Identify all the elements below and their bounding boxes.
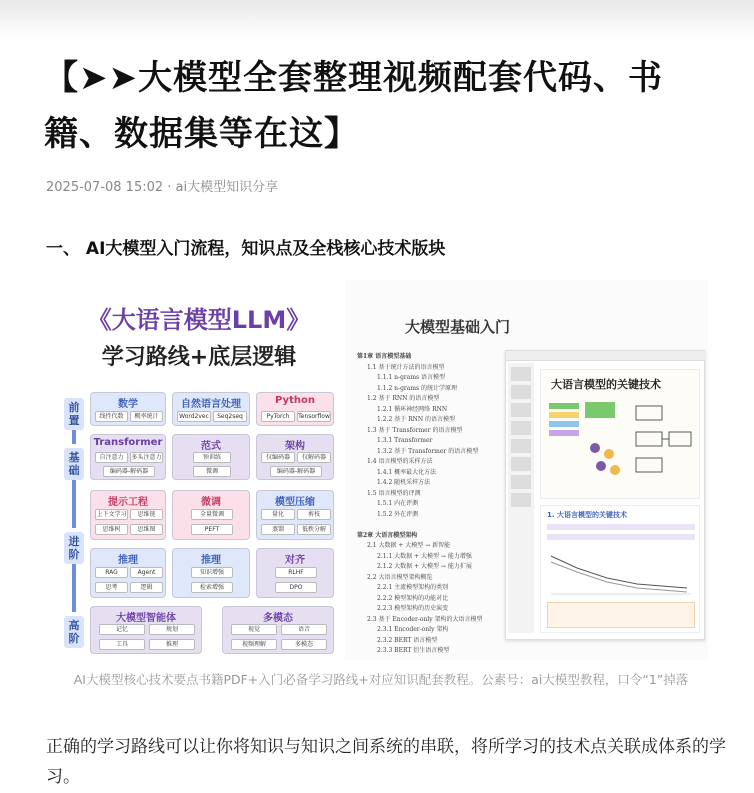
poster-subtitle: 学习路线+底层逻辑 bbox=[101, 345, 297, 370]
toc-line: 2.1.2 大数据 + 大模型 → 能力扩展 bbox=[377, 563, 472, 570]
table-of-contents bbox=[357, 352, 507, 657]
stage-label: 进阶 bbox=[64, 532, 84, 564]
slide-legend bbox=[549, 400, 579, 460]
toc-line: 1.2 基于 RNN 的语言模型 bbox=[367, 395, 440, 402]
slides-screenshot bbox=[505, 350, 705, 640]
toc-line: 1.5.1 内在评测 bbox=[377, 500, 419, 507]
book-preview bbox=[345, 280, 708, 660]
roadmap-box: 多模态 视觉 语音 视频理解 多模态 bbox=[222, 606, 334, 654]
stage-arrow bbox=[72, 430, 76, 444]
article-title: 【➤➤大模型全套整理视频配套代码、书籍、数据集等在这】 bbox=[44, 58, 663, 154]
roadmap-box: 推理 RAG Agent 思考 逻辑 bbox=[90, 548, 166, 598]
article-paragraph: 正确的学习路线可以让你将知识与知识之间系统的串联，将所学习的技术点关联成体系的学习。 bbox=[46, 737, 726, 787]
stage-arrow bbox=[72, 564, 76, 612]
toc-line: 2.3 基于 Encoder-only 架构的大语言模型 bbox=[367, 615, 483, 623]
toc-line: 1.5.2 外在评测 bbox=[377, 510, 419, 518]
roadmap-poster bbox=[58, 280, 340, 660]
roadmap-box: 大模型智能体 记忆 规划 工具 推理 bbox=[90, 606, 202, 654]
stage-label: 基础 bbox=[64, 448, 84, 480]
stage-label: 高阶 bbox=[64, 616, 84, 648]
toc-line: 1.4.2 随机采样方法 bbox=[377, 479, 431, 486]
stage-label: 前置 bbox=[64, 398, 84, 430]
roadmap-box: 范式 预训练 微调 bbox=[172, 434, 250, 480]
toc-line: 1.4 语言模型的采样方法 bbox=[367, 458, 433, 465]
slide-subtitle: 1. 大语言模型的关键技术 bbox=[547, 511, 627, 519]
toc-line: 1.4.1 概率最大化方法 bbox=[377, 468, 437, 476]
toc-line: 2.2.1 主流模型架构的类别 bbox=[377, 584, 449, 591]
roadmap-box: 微调 全量微调 PEFT bbox=[172, 490, 250, 540]
toc-line: 2.2.2 模型架构的功能对比 bbox=[377, 594, 449, 602]
slide-diagram bbox=[581, 398, 696, 493]
slide-thumbnails bbox=[508, 363, 534, 633]
roadmap-box: 模型压缩 量化 剪枝 蒸馏 低秩分解 bbox=[256, 490, 334, 540]
toc-line: 2.2.3 模型架构的历史演变 bbox=[377, 605, 449, 612]
toc-line: 1.5 语言模型的评测 bbox=[367, 489, 421, 497]
toc-line: 第2章 大语言模型架构 bbox=[357, 531, 418, 539]
toc-line: 第1章 语言模型基础 bbox=[357, 353, 412, 360]
toc-line: 2.3.1 Encoder-only 架构 bbox=[377, 626, 449, 633]
toc-line: 2.1 大数据 + 大模型 → 新智能 bbox=[367, 542, 451, 549]
figure-caption: AI大模型核心技术要点书籍PDF+入门必备学习路线+对应知识配套教程。公素号：ai大模型教程，口令“1”掉落 bbox=[73, 672, 689, 687]
roadmap-box: 提示工程 上下文学习 思维链 思维树 思维图 bbox=[90, 490, 166, 540]
roadmap-box: 对齐 RLHF DPO bbox=[256, 548, 334, 598]
toc-line: 1.2.1 循环神经网络 RNN bbox=[377, 405, 448, 413]
toc-line: 2.3.2 BERT 语言模型 bbox=[377, 636, 438, 644]
article-figure bbox=[58, 280, 708, 660]
toc-line: 2.2 大语言模型架构概览 bbox=[367, 573, 433, 581]
stage-arrow bbox=[72, 480, 76, 528]
roadmap-box: 推理 知识增强 检索增强 bbox=[172, 548, 250, 598]
toc-line: 1.2.2 基于 RNN 的语言模型 bbox=[377, 416, 456, 423]
slide-main bbox=[540, 369, 700, 499]
roadmap-box: 自然语言处理 Word2vec Seq2seq bbox=[172, 392, 250, 426]
slide-second bbox=[540, 505, 700, 633]
section-heading: 一、 AI大模型入门流程，知识点及全栈核心技术版块 bbox=[46, 239, 446, 259]
top-fade bbox=[0, 0, 754, 40]
window-bar bbox=[506, 351, 706, 361]
poster-title: 《大语言模型LLM》 bbox=[87, 306, 311, 334]
slide-chart bbox=[547, 548, 695, 598]
roadmap-box: 数学 线性代数 概率统计 bbox=[90, 392, 166, 426]
toc-line: 1.3 基于 Transformer 的语言模型 bbox=[367, 426, 463, 434]
toc-line: 1.1.2 n-grams 的统计学原理 bbox=[377, 384, 458, 392]
book-title: 大模型基础入门 bbox=[405, 318, 511, 336]
roadmap-box: Python PyTorch Tensorflow bbox=[256, 392, 334, 426]
toc-line: 1.1.1 n-grams 语言模型 bbox=[377, 374, 446, 381]
toc-line: 1.1 基于统计方法的语言模型 bbox=[367, 363, 445, 371]
roadmap-box: 架构 仅编码器 仅解码器 编码器-解码器 bbox=[256, 434, 334, 480]
article-meta: 2025-07-08 15:02 · ai大模型知识分享 bbox=[46, 180, 279, 195]
slide-title: 大语言模型的关键技术 bbox=[551, 378, 661, 391]
toc-line: 2.1.1 大数据 + 大模型 → 能力增强 bbox=[377, 552, 472, 560]
toc-line bbox=[357, 520, 507, 531]
toc-line: 2.3.3 BERT 衍生语言模型 bbox=[377, 647, 450, 654]
roadmap-box: Transformer 自注意力 多头注意力 编码器-解码器 bbox=[90, 434, 166, 480]
toc-line: 1.3.2 基于 Transformer 的语言模型 bbox=[377, 447, 479, 455]
toc-line: 1.3.1 Transformer bbox=[377, 437, 433, 444]
